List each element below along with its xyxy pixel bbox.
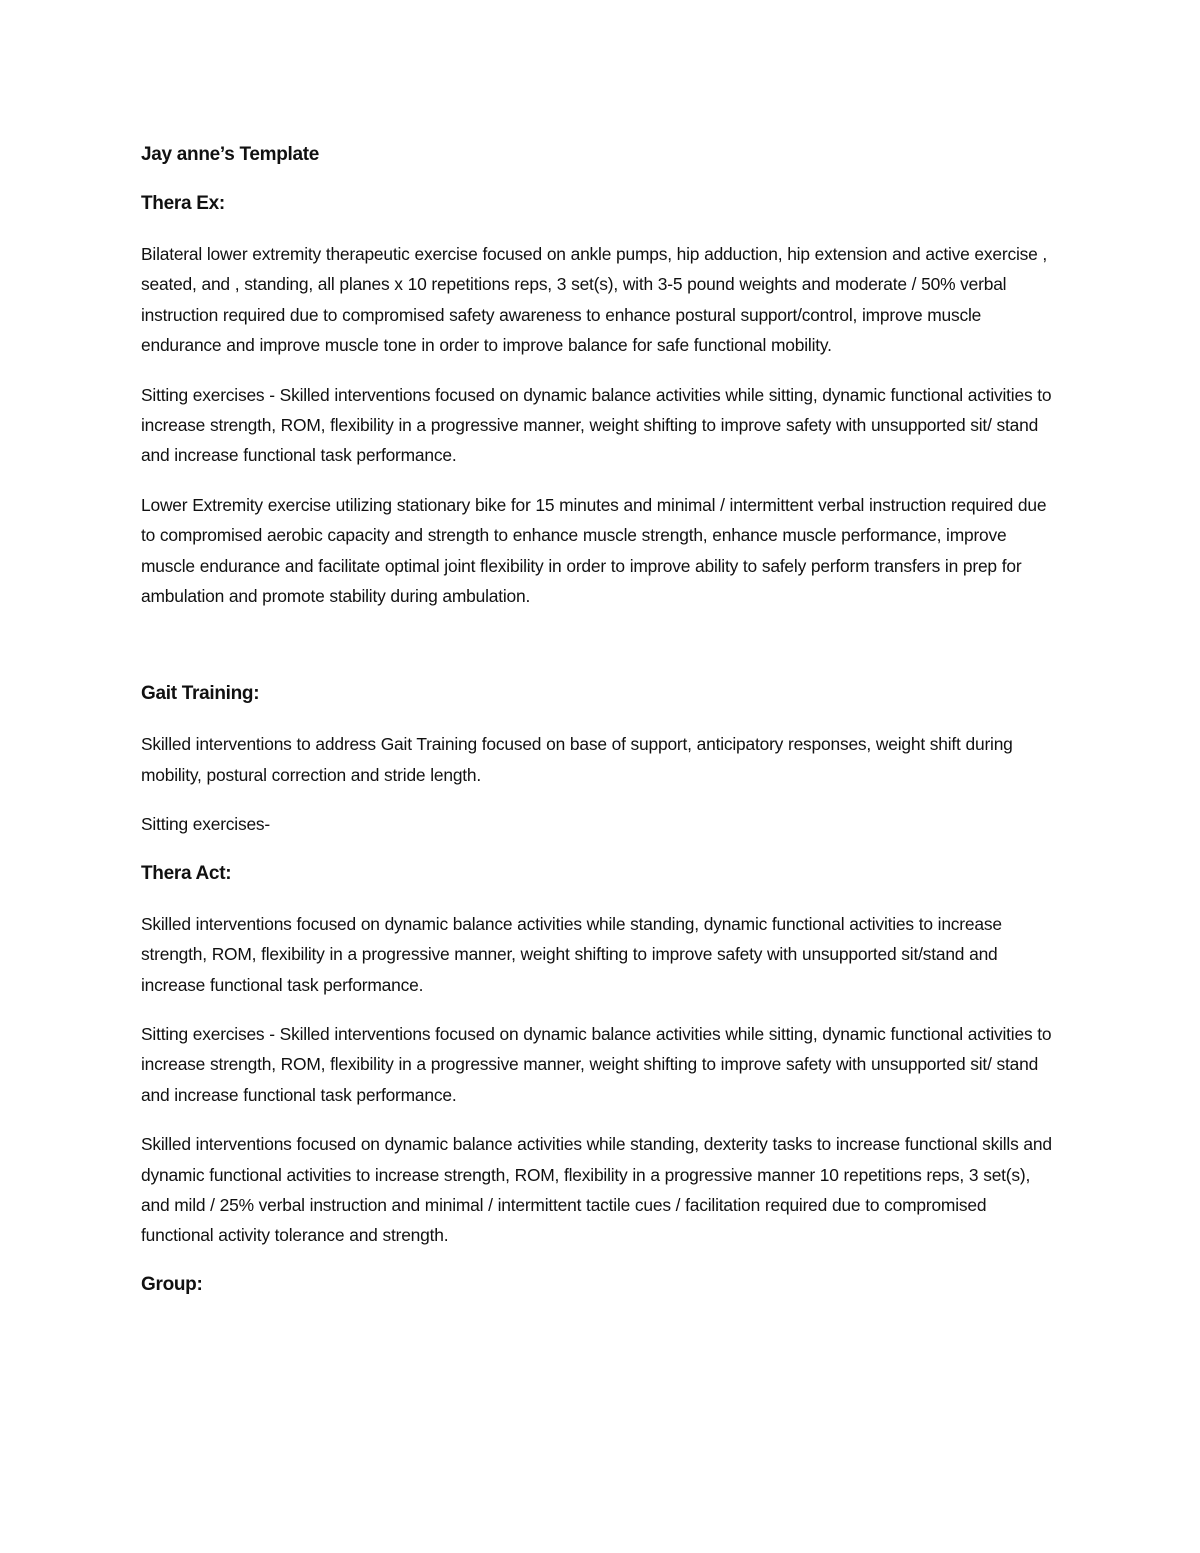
document-title: Jay anne’s Template (141, 144, 320, 165)
gait-training-paragraph-2: Sitting exercises- (141, 814, 271, 835)
thera-act-paragraph-3: Skilled interventions focused on dynamic balance activities while standing, dexterity tasks to increase functional skills and dynamic functional activities to increase strength, ROM, flexibility in a progressive manner 10 repetitions reps, 3 set(s), and mild / 25% verbal instruction and minimal / intermittent tactile cues / facilitation required due to compromised functional activity tolerance and strength. (141, 1134, 1052, 1246)
document-body (141, 140, 1061, 1320)
thera-ex-paragraph-1: Bilateral lower extremity therapeutic exercise focused on ankle pumps, hip adduction, hip extension and active exercise , seated, and , standing, all planes x 10 repetitions reps, 3 set(s), with 3-5 pound weights and moderate / 50% verbal instruction required due to compromised safety awareness to enhance postural support/control, improve muscle endurance and improve muscle tone in order to improve balance for safe functional mobility. (141, 244, 1048, 356)
blank-line (141, 630, 1061, 679)
gait-training-paragraph-1: Skilled interventions to address Gait Training focused on base of support, anticipatory responses, weight shift during mobility, postural correction and stride length. (141, 734, 1013, 785)
thera-act-paragraph-2: Sitting exercises - Skilled interventions focused on dynamic balance activities while sitting, dynamic functional activities to increase strength, ROM, flexibility in a progressive manner, weight shifting to improve safety with unsupported sit/ stand and increase functional task performance. (141, 1023, 1052, 1105)
section-heading-thera-act: Thera Act: (141, 862, 232, 884)
section-heading-group: Group: (141, 1273, 203, 1295)
thera-ex-paragraph-2: Sitting exercises - Skilled interventions focused on dynamic balance activities while sitting, dynamic functional activities to increase strength, ROM, flexibility in a progressive manner, weight shifting to improve safety with unsupported sit/ stand and increase functional task performance. (141, 384, 1052, 466)
section-heading-thera-ex: Thera Ex: (141, 193, 225, 214)
thera-act-paragraph-1: Skilled interventions focused on dynamic balance activities while standing, dynamic functional activities to increase strength, ROM, flexibility in a progressive manner, weight shifting to improve safety with unsupported sit/stand and increase functional task performance. (141, 913, 1002, 995)
thera-ex-paragraph-3: Lower Extremity exercise utilizing stationary bike for 15 minutes and minimal / intermittent verbal instruction required due to compromised aerobic capacity and strength to enhance muscle strength, enhance muscle performance, improve muscle endurance and facilitate optimal joint flexibility in order to improve ability to safely perform transfers in prep for ambulation and promote stability during ambulation. (141, 494, 1047, 607)
section-heading-gait-training: Gait Training: (141, 683, 260, 705)
